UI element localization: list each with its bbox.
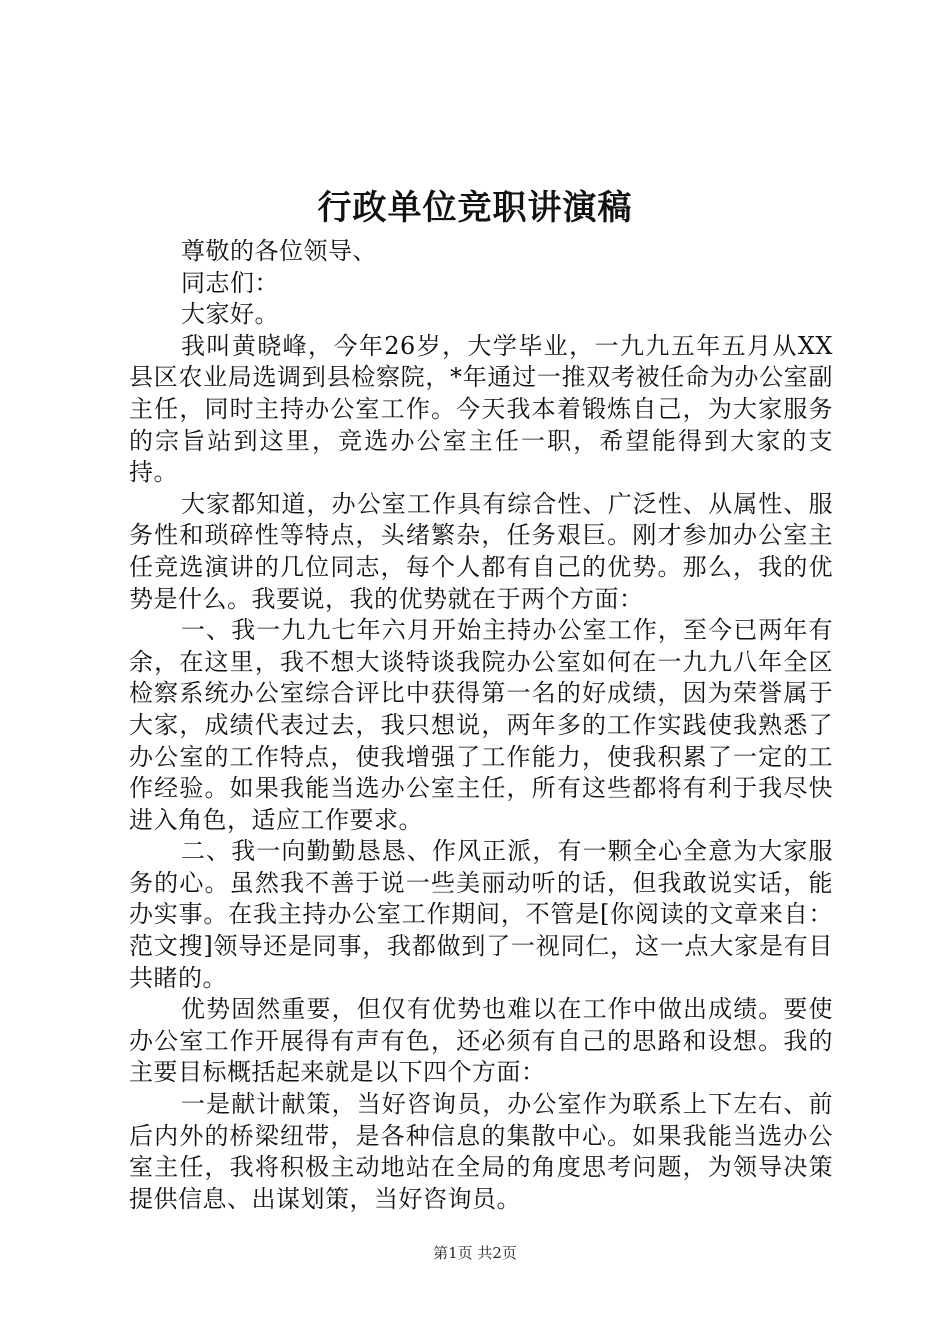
body-paragraph: 优势固然重要，但仅有优势也难以在工作中做出成绩。要使办公室工作开展得有声有色，还必须有自己的思路和设想。我的主要目标概括起来就是以下四个方面：: [129, 995, 833, 1087]
body-paragraph: 一是献计献策，当好咨询员，办公室作为联系上下左右、前后内外的桥梁纽带，是各种信息的集散中心。如果我能当选办公室主任，我将积极主动地站在全局的角度思考问题，为领导决策提供信息、出谋划策，当好咨询员。: [129, 1090, 833, 1213]
body-paragraph: 大家都知道，办公室工作具有综合性、广泛性、从属性、服务性和琐碎性等特点，头绪繁杂，任务艰巨。刚才参加办公室主任竞选演讲的几位同志，每个人都有自己的优势。那么，我的优势是什么。我要说，我的优势就在于两个方面：: [129, 489, 833, 613]
body-paragraph: 一、我一九九七年六月开始主持办公室工作，至今已两年有余，在这里，我不想大谈特谈我院办公室如何在一九九八年全区检察系统办公室综合评比中获得第一名的好成绩，因为荣誉属于大家，成绩代表过去，我只想说，两年多的工作实践使我熟悉了办公室的工作特点，使我增强了工作能力，使我积累了一定的工作经验。如果我能当选办公室主任，所有这些都将有利于我尽快进入角色，适应工作要求。: [129, 616, 833, 834]
salutation-line: 同志们：: [181, 268, 279, 297]
document-title: 行政单位竞职讲演稿: [317, 188, 633, 228]
body-paragraph: 我叫黄晓峰，今年26岁，大学毕业，一九九五年五月从XX县区农业局选调到县检察院，*年通过一推双考被任命为办公室副主任，同时主持办公室工作。今天我本着锻炼自己，为大家服务的宗旨站到这里，竞选办公室主任一职，希望能得到大家的支持。: [129, 331, 833, 487]
body-paragraph: 二、我一向勤勤恳恳、作风正派，有一颗全心全意为大家服务的心。虽然我不善于说一些美丽动听的话，但我敢说实话，能办实事。在我主持办公室工作期间，不管是[你阅读的文章来自：范文搜]领导还是同事，我都做到了一视同仁，这一点大家是有目共睹的。: [129, 837, 833, 992]
greeting-line: 大家好。: [181, 300, 279, 329]
page-number-footer: 第1页 共2页: [433, 1244, 517, 1262]
salutation-line: 尊敬的各位领导、: [181, 237, 377, 265]
document-body: [129, 236, 833, 1215]
